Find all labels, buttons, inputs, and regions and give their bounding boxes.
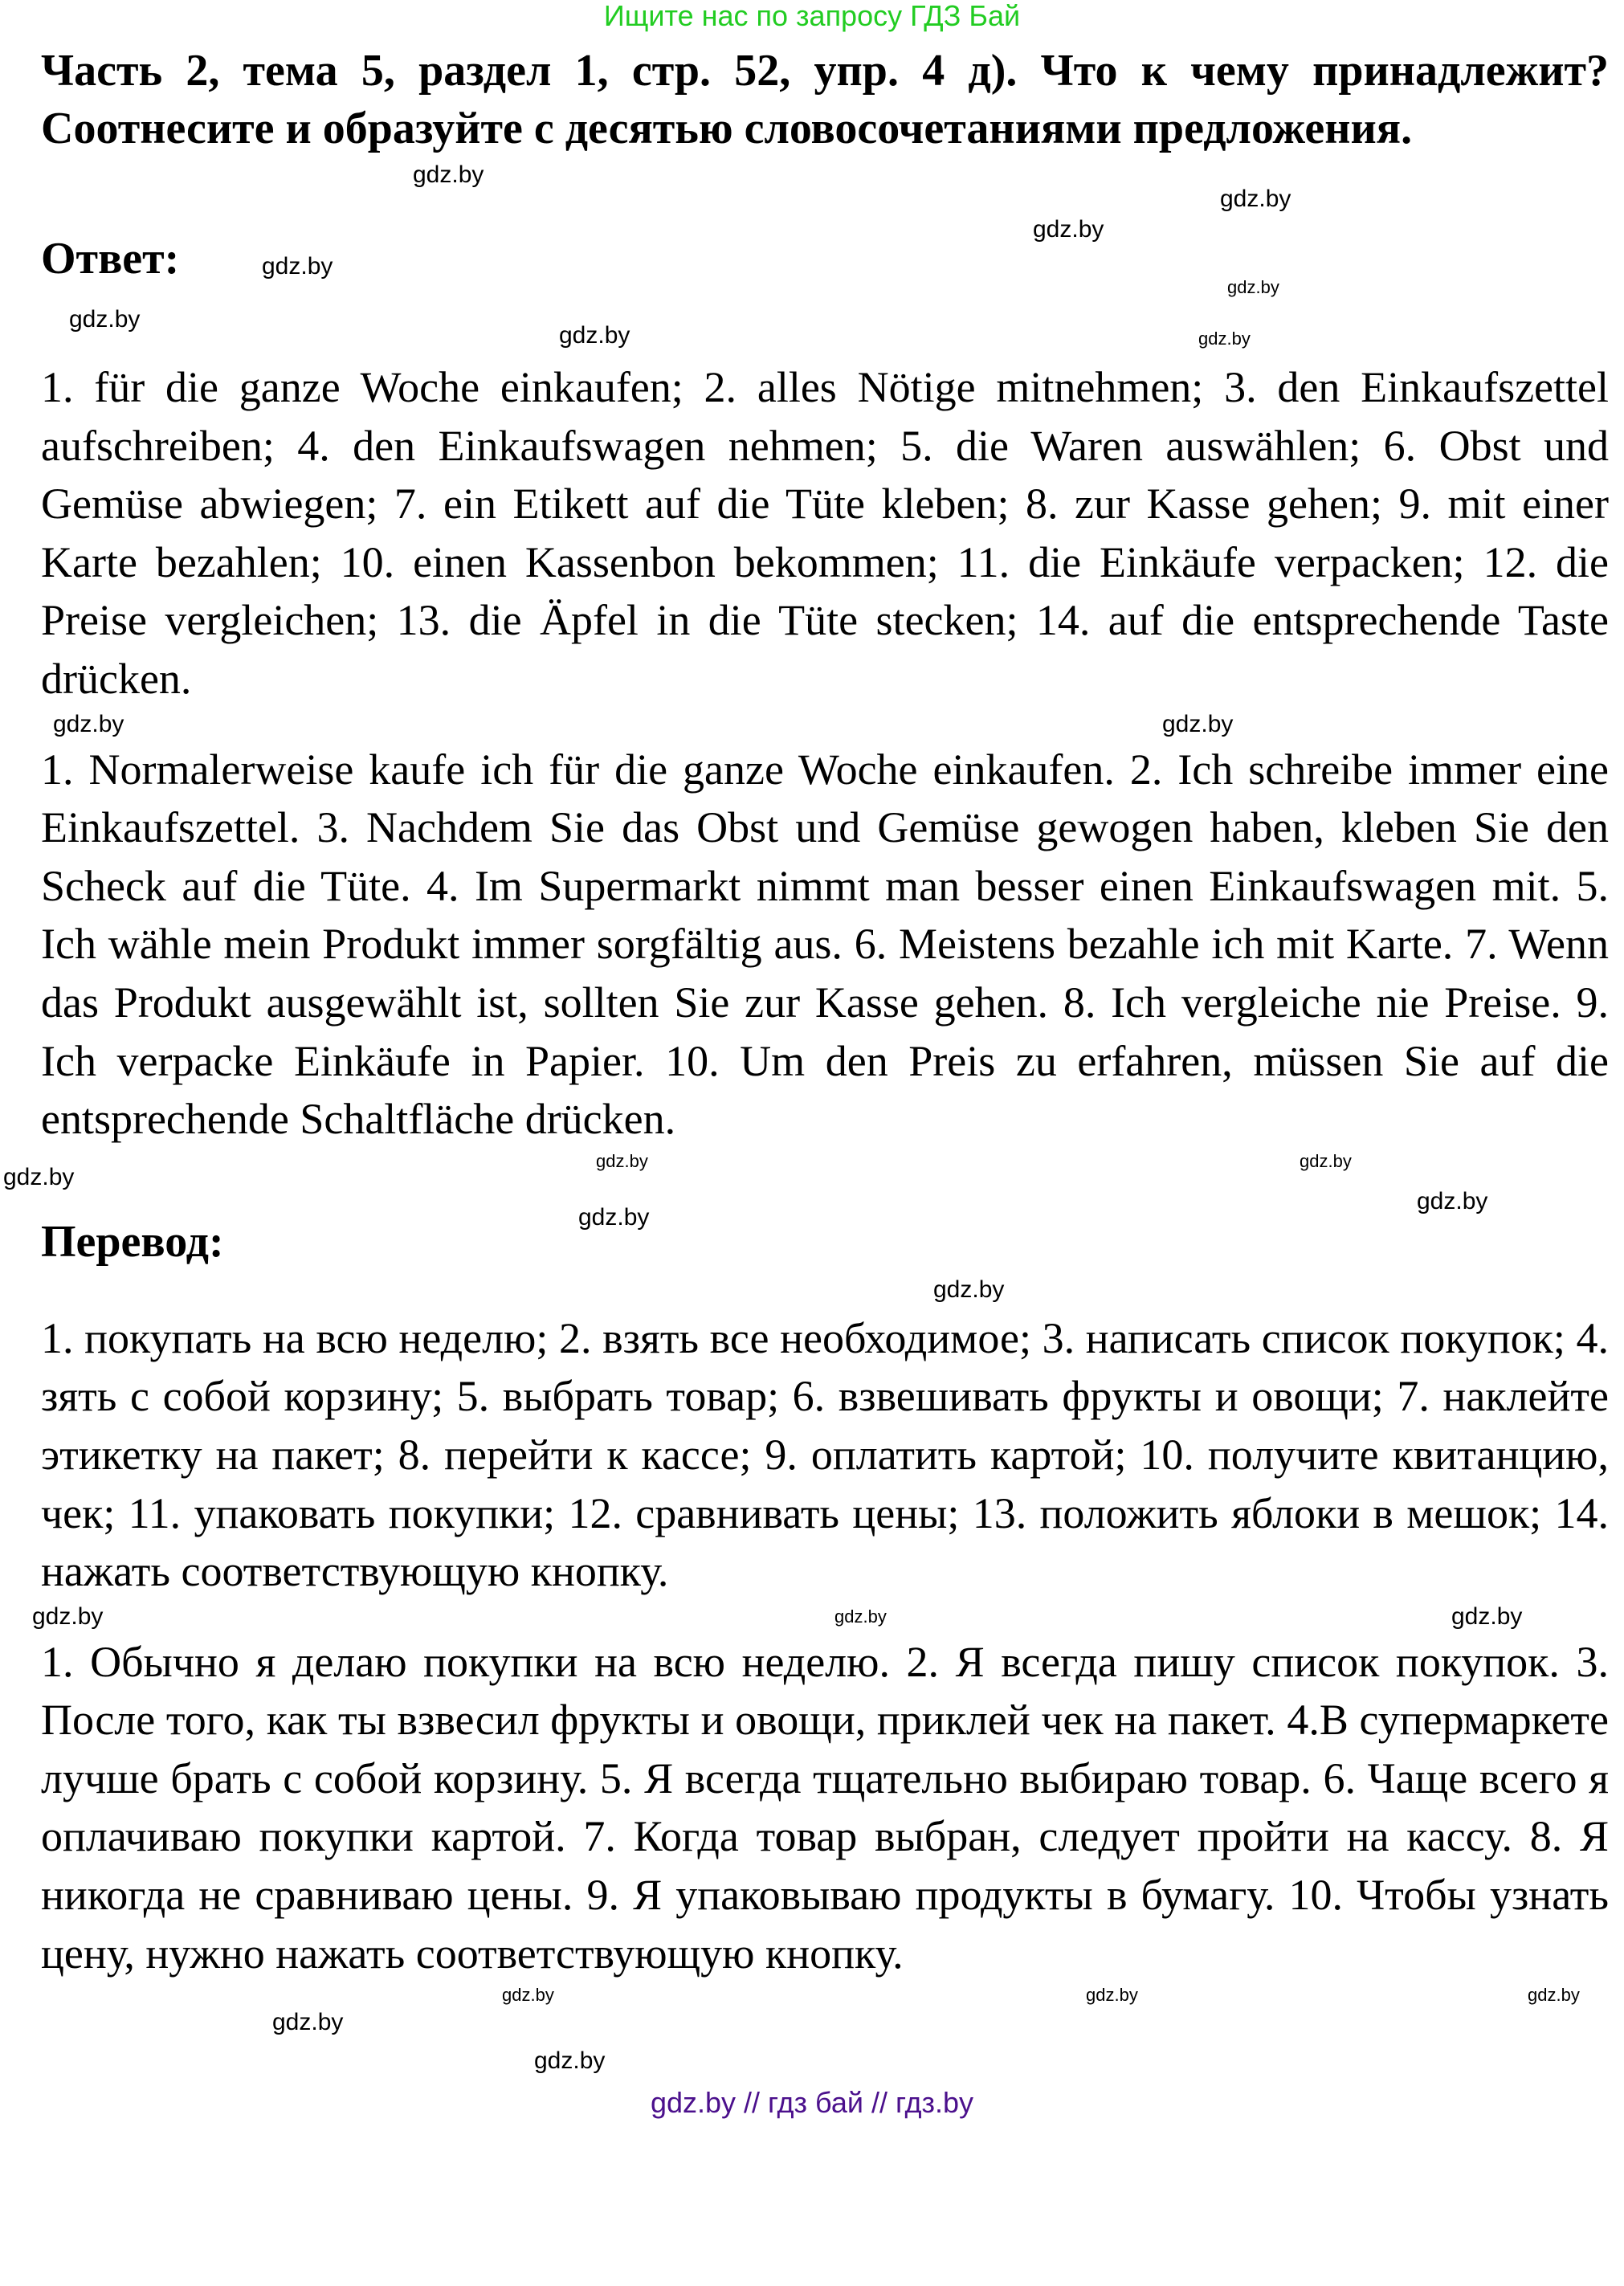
watermark: gdz.by bbox=[596, 1150, 648, 1171]
watermark-gap bbox=[0, 1601, 1624, 1633]
watermark: gdz.by bbox=[272, 2009, 344, 2036]
search-banner: Ищите нас по запросу ГДЗ Бай bbox=[603, 0, 1021, 32]
watermark: gdz.by bbox=[534, 2047, 606, 2075]
watermark: gdz.by bbox=[1198, 329, 1251, 349]
watermark: gdz.by bbox=[1162, 710, 1234, 737]
watermark: gdz.by bbox=[3, 1163, 75, 1190]
watermark: gdz.by bbox=[413, 161, 484, 188]
watermark: gdz.by bbox=[53, 710, 124, 737]
answer-sentences: 1. Normalerweise kaufe ich für die ganze Woche einkaufen. 2. Ich schreibe immer eine Einkaufszettel. 3. Nachdem Sie das Obst und Gemüse gewogen haben, kleben Sie den Scheck auf die Tüte. 4. Im Supermarkt nimmt man besser einen Einkaufswagen mit. 5. Ich wähle mein Produkt immer sorgfältig aus. 6. Meistens bezahle ich mit Karte. 7. Wenn das Produkt ausgewählt ist, sollten Sie zur Kasse gehen. 8. Ich vergleiche nie Preise. 9. Ich verpacke Einkäufe in Papier. 10. Um den Preis zu erfahren, müssen Sie auf die entsprechende Schaltfläche drücken. bbox=[41, 745, 1609, 1144]
watermark: gdz.by bbox=[32, 1602, 104, 1630]
watermark: gdz.by bbox=[1227, 277, 1279, 297]
watermark-bottom-zone bbox=[0, 1982, 1624, 2079]
watermark: gdz.by bbox=[559, 322, 630, 349]
answer-header-zone bbox=[0, 157, 1624, 358]
answer-heading: Ответ: bbox=[41, 234, 180, 284]
watermark: gdz.by bbox=[1300, 1150, 1352, 1171]
translation-sentences: 1. Обычно я делаю покупки на всю неделю. 2. Я всегда пишу список покупок. 3. После того, как ты взвесил фрукты и овощи, приклей чек на пакет. 4.В супермаркете лучше брать с собой корзину. 5. Я всегда тщательно выбираю товар. 6. Чаще всего я оплачиваю покупки картой. 7. Когда товар выбран, следует пройти на кассу. 8. Я никогда не сравниваю цены. 9. Я упаковываю продукты в бумагу. 10. Чтобы узнать цену, нужно нажать соответствующую кнопку. bbox=[41, 1637, 1609, 1978]
footer-links: gdz.by // гдз бай // гдз.by bbox=[650, 2086, 974, 2120]
translation-header-zone bbox=[0, 1149, 1624, 1309]
watermark: gdz.by bbox=[1451, 1602, 1523, 1630]
watermark: gdz.by bbox=[1220, 186, 1291, 212]
watermark: gdz.by bbox=[578, 1203, 650, 1231]
watermark: gdz.by bbox=[834, 1606, 887, 1627]
watermark: gdz.by bbox=[262, 253, 333, 280]
watermark: gdz.by bbox=[69, 306, 141, 333]
answer-phrases: 1. für die ganze Woche einkaufen; 2. alles Nötige mitnehmen; 3. den Einkaufszettel aufschreiben; 4. den Einkaufswagen nehmen; 5. die Waren auswählen; 6. Obst und Gemüse abwiegen; 7. ein Etikett auf die Tüte kleben; 8. zur Kasse gehen; 9. mit einer Karte bezahlen; 10. einen Kassenbon bekommen; 11. die Einkäufe verpacken; 12. die Preise vergleichen; 13. die Äpfel in die Tüte stecken; 14. auf die entsprechende Taste drücken. bbox=[41, 363, 1609, 703]
watermark: gdz.by bbox=[1033, 216, 1104, 243]
watermark: gdz.by bbox=[933, 1276, 1005, 1303]
watermark-gap bbox=[0, 708, 1624, 741]
watermark: gdz.by bbox=[502, 1985, 554, 2006]
watermark: gdz.by bbox=[1528, 1985, 1580, 2006]
exercise-title: Часть 2, тема 5, раздел 1, стр. 52, упр. 4 д). Что к чему принадлежит? Соотнесите и образуйте с десятью словосочетаниями предложения. bbox=[41, 46, 1609, 153]
translation-phrases: 1. покупать на всю неделю; 2. взять все необходимое; 3. написать список покупок; 4. зять с собой корзину; 5. выбрать товар; 6. взвешивать фрукты и овощи; 7. наклейте этикетку на пакет; 8. перейти к кассе; 9. оплатить картой; 10. получите квитанцию, чек; 11. упаковать покупки; 12. сравнивать цены; 13. положить яблоки в мешок; 14. нажать соответствующую кнопку. bbox=[41, 1313, 1609, 1596]
watermark: gdz.by bbox=[1086, 1985, 1138, 2006]
translation-heading: Перевод: bbox=[41, 1216, 224, 1267]
watermark: gdz.by bbox=[1417, 1187, 1488, 1214]
